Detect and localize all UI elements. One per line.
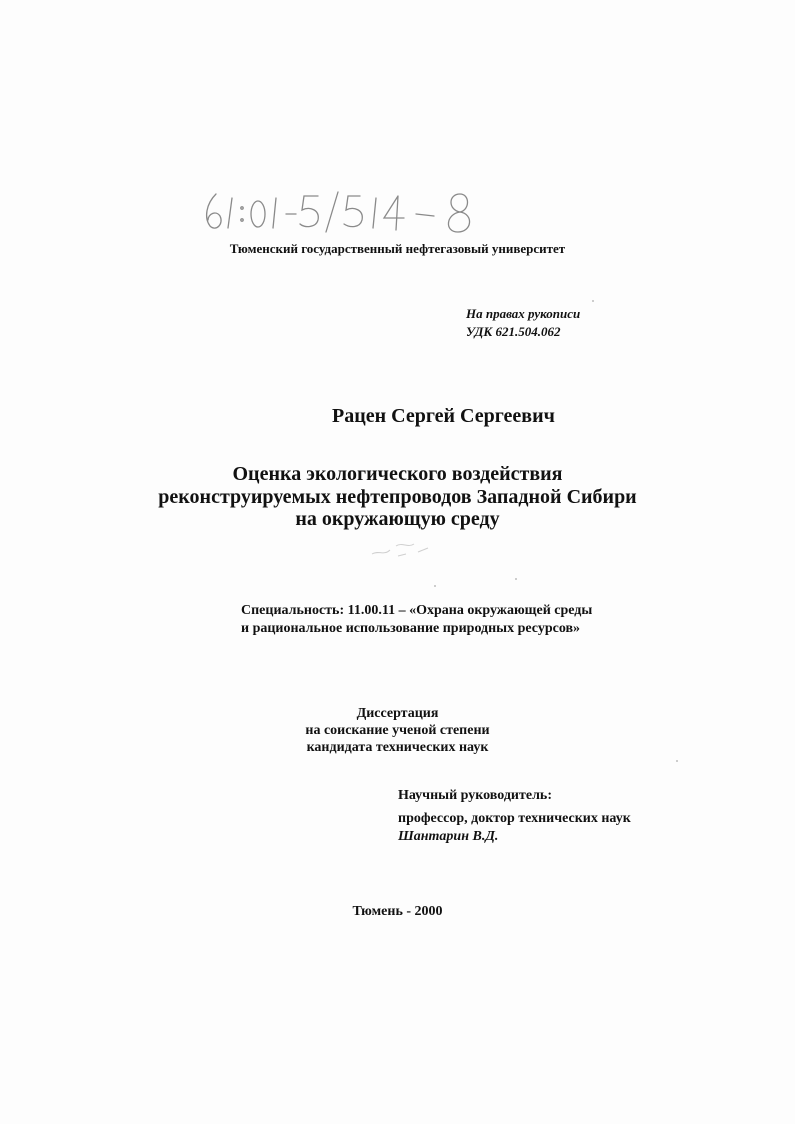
specialty-line-2: и рациональное использование природных ресурсов»: [241, 621, 581, 636]
author-name: Рацен Сергей Сергеевич: [332, 405, 555, 427]
degree-line-2: на соискание ученой степени: [305, 723, 490, 738]
specialty-line-1: Специальность: 11.00.11 – «Охрана окружающей среды: [241, 603, 593, 618]
dissertation-title-line-3: на окружающую среду: [295, 508, 500, 530]
dissertation-title-line-2: реконструируемых нефтепроводов Западной Сибири: [158, 486, 637, 508]
scan-speck: [592, 300, 594, 302]
degree-line-3: кандидата технических наук: [306, 740, 489, 755]
faint-stamp-mark: [368, 536, 440, 562]
scan-speck: [676, 760, 678, 762]
scan-speck: [515, 578, 517, 580]
manuscript-note: На правах рукописи: [466, 306, 581, 321]
supervisor-label: Научный руководитель:: [398, 788, 552, 803]
scan-speck: [434, 585, 436, 587]
city-year: Тюмень - 2000: [352, 904, 443, 919]
supervisor-title: профессор, доктор технических наук: [398, 811, 631, 826]
university-name: Тюменский государственный нефтегазовый университет: [229, 241, 566, 256]
supervisor-name: Шантарин В.Д.: [398, 829, 499, 844]
dissertation-title-line-1: Оценка экологического воздействия: [232, 463, 563, 485]
udc-code: УДК 621.504.062: [466, 324, 561, 339]
handwritten-archive-mark: [198, 184, 528, 240]
degree-line-1: Диссертация: [356, 706, 439, 721]
